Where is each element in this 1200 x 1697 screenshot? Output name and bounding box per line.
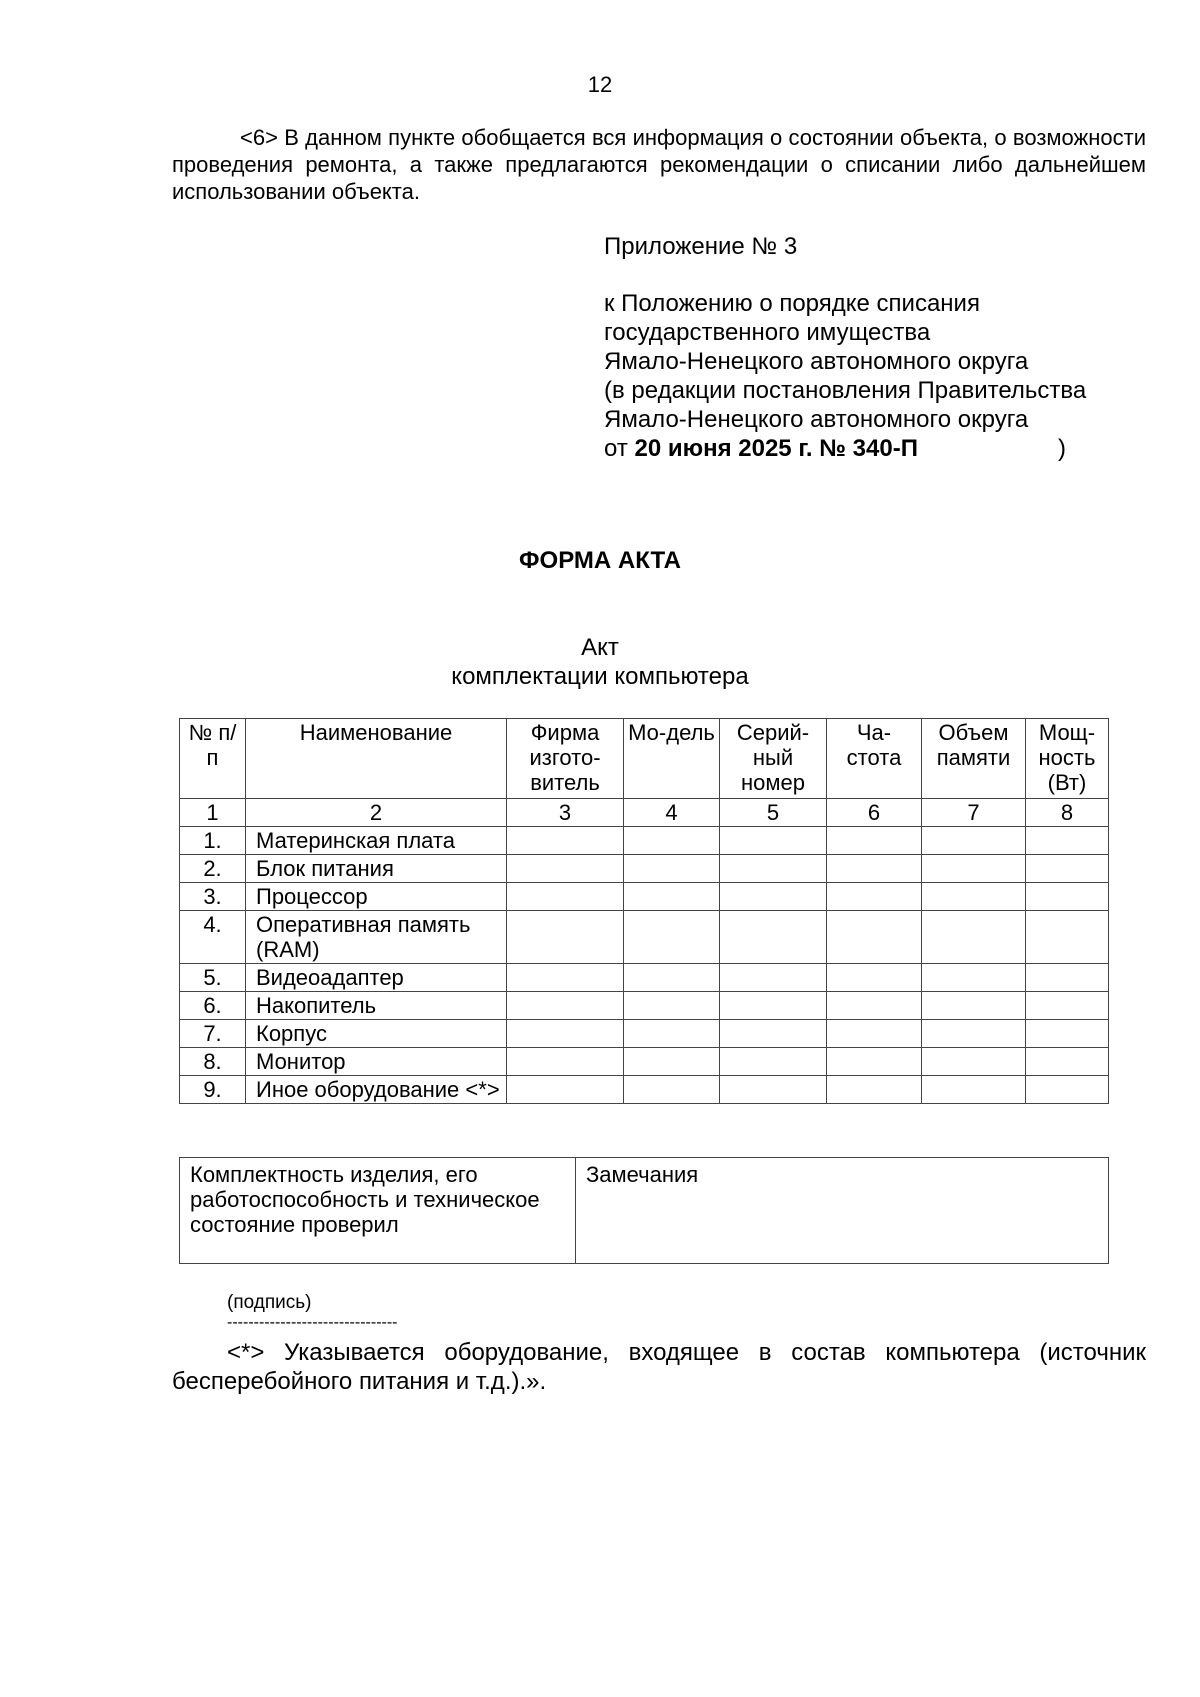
- empty-cell[interactable]: [827, 855, 922, 883]
- empty-cell[interactable]: [922, 1020, 1026, 1048]
- header-cell: Фирма изгото-витель: [507, 719, 624, 799]
- index-cell: 1: [180, 799, 246, 827]
- empty-cell[interactable]: [720, 911, 827, 964]
- empty-cell[interactable]: [827, 1048, 922, 1076]
- row-name: Оперативная память (RAM): [246, 911, 507, 964]
- empty-cell[interactable]: [922, 964, 1026, 992]
- check-row: [180, 1158, 1109, 1264]
- empty-cell[interactable]: [624, 883, 720, 911]
- empty-cell[interactable]: [1026, 1048, 1109, 1076]
- empty-cell[interactable]: [624, 855, 720, 883]
- remarks-label[interactable]: Замечания: [576, 1158, 1109, 1264]
- header-cell: Серий-ный номер: [720, 719, 827, 799]
- components-table: [179, 718, 1109, 1104]
- signature-label: (подпись): [227, 1292, 312, 1313]
- empty-cell[interactable]: [827, 827, 922, 855]
- row-name: Корпус: [246, 1020, 507, 1048]
- empty-cell[interactable]: [1026, 827, 1109, 855]
- check-label: Комплектность изделия, его работоспособность и техническое состояние проверил: [180, 1158, 576, 1264]
- empty-cell[interactable]: [624, 1020, 720, 1048]
- empty-cell[interactable]: [827, 883, 922, 911]
- index-cell: 5: [720, 799, 827, 827]
- appendix-date-prefix: от: [604, 435, 628, 462]
- row-name: Видеоадаптер: [246, 964, 507, 992]
- empty-cell[interactable]: [922, 855, 1026, 883]
- footnote-separator: --------------------------------: [227, 1314, 398, 1331]
- empty-cell[interactable]: [922, 827, 1026, 855]
- empty-cell[interactable]: [1026, 992, 1109, 1020]
- appendix-line-3: Ямало-Ненецкого автономного округа: [604, 348, 1029, 375]
- empty-cell[interactable]: [827, 1020, 922, 1048]
- header-cell: № п/п: [180, 719, 246, 799]
- header-cell: Ча-стота: [827, 719, 922, 799]
- row-name: Блок питания: [246, 855, 507, 883]
- row-number: 7.: [180, 1020, 246, 1048]
- empty-cell[interactable]: [507, 964, 624, 992]
- empty-cell[interactable]: [827, 911, 922, 964]
- appendix-title: Приложение № 3: [604, 233, 798, 260]
- appendix-line-5: Ямало-Ненецкого автономного округа: [604, 406, 1029, 433]
- index-cell: 7: [922, 799, 1026, 827]
- table-row: [180, 992, 1109, 1020]
- index-cell: 8: [1026, 799, 1109, 827]
- empty-cell[interactable]: [1026, 883, 1109, 911]
- row-number: 2.: [180, 855, 246, 883]
- appendix-line-4: (в редакции постановления Правительства: [604, 377, 1087, 404]
- empty-cell[interactable]: [624, 827, 720, 855]
- appendix-line-1: к Положению о порядке списания: [604, 290, 980, 317]
- row-number: 3.: [180, 883, 246, 911]
- table-row: [180, 911, 1109, 964]
- row-number: 1.: [180, 827, 246, 855]
- empty-cell[interactable]: [720, 883, 827, 911]
- header-cell: Объем памяти: [922, 719, 1026, 799]
- note-6-text: <6> В данном пункте обобщается вся информация о состоянии объекта, о возможности проведения ремонта, а также предлагаются рекомендации о списании либо дальнейшем использовании объекта.: [172, 125, 1146, 204]
- empty-cell[interactable]: [507, 1020, 624, 1048]
- empty-cell[interactable]: [922, 992, 1026, 1020]
- appendix-date-line: [604, 434, 1086, 463]
- empty-cell[interactable]: [827, 992, 922, 1020]
- form-title: ФОРМА АКТА: [519, 547, 681, 574]
- footnote-text: <*> Указывается оборудование, входящее в состав компьютера (источник бесперебойного питания и т.д.).».: [172, 1339, 1146, 1395]
- row-name: Иное оборудование <*>: [246, 1076, 507, 1104]
- row-name: Процессор: [246, 883, 507, 911]
- empty-cell[interactable]: [922, 1076, 1026, 1104]
- empty-cell[interactable]: [827, 964, 922, 992]
- empty-cell[interactable]: [624, 992, 720, 1020]
- empty-cell[interactable]: [922, 883, 1026, 911]
- empty-cell[interactable]: [922, 911, 1026, 964]
- act-title-line-1: Акт: [581, 634, 619, 661]
- empty-cell[interactable]: [720, 1020, 827, 1048]
- act-title-line-2: комплектации компьютера: [451, 663, 749, 690]
- index-cell: 2: [246, 799, 507, 827]
- row-name: Материнская плата: [246, 827, 507, 855]
- index-cell: 6: [827, 799, 922, 827]
- empty-cell[interactable]: [507, 992, 624, 1020]
- appendix-block: [604, 232, 1086, 463]
- table-index-row: [180, 799, 1109, 827]
- check-table: [179, 1157, 1109, 1264]
- page-number: 12: [587, 72, 613, 97]
- row-number: 4.: [180, 911, 246, 964]
- empty-cell[interactable]: [507, 1048, 624, 1076]
- appendix-date: 20 июня 2025 г. № 340-П: [634, 435, 918, 462]
- act-title: [0, 633, 1200, 691]
- empty-cell[interactable]: [507, 1076, 624, 1104]
- empty-cell[interactable]: [624, 1076, 720, 1104]
- header-cell: Мо-дель: [624, 719, 720, 799]
- empty-cell[interactable]: [720, 964, 827, 992]
- table-row: [180, 1076, 1109, 1104]
- appendix-line-2: государственного имущества: [604, 319, 931, 346]
- empty-cell[interactable]: [507, 911, 624, 964]
- table-row: [180, 827, 1109, 855]
- table-row: [180, 855, 1109, 883]
- empty-cell[interactable]: [624, 1048, 720, 1076]
- table-row: [180, 883, 1109, 911]
- header-cell: Наименование: [246, 719, 507, 799]
- empty-cell[interactable]: [507, 855, 624, 883]
- empty-cell[interactable]: [720, 1048, 827, 1076]
- row-number: 8.: [180, 1048, 246, 1076]
- empty-cell[interactable]: [922, 1048, 1026, 1076]
- index-cell: 4: [624, 799, 720, 827]
- row-number: 9.: [180, 1076, 246, 1104]
- row-number: 6.: [180, 992, 246, 1020]
- empty-cell[interactable]: [1026, 855, 1109, 883]
- empty-cell[interactable]: [624, 964, 720, 992]
- empty-cell[interactable]: [507, 883, 624, 911]
- empty-cell[interactable]: [720, 827, 827, 855]
- empty-cell[interactable]: [1026, 964, 1109, 992]
- header-cell: Мощ-ность (Вт): [1026, 719, 1109, 799]
- empty-cell[interactable]: [1026, 1020, 1109, 1048]
- empty-cell[interactable]: [507, 827, 624, 855]
- empty-cell[interactable]: [720, 1076, 827, 1104]
- empty-cell[interactable]: [624, 911, 720, 964]
- appendix-date-suffix: ): [1057, 435, 1066, 462]
- table-row: [180, 1020, 1109, 1048]
- empty-cell[interactable]: [720, 992, 827, 1020]
- row-name: Монитор: [246, 1048, 507, 1076]
- table-row: [180, 1048, 1109, 1076]
- row-number: 5.: [180, 964, 246, 992]
- table-header-row: [180, 719, 1109, 799]
- empty-cell[interactable]: [827, 1076, 922, 1104]
- empty-cell[interactable]: [1026, 1076, 1109, 1104]
- empty-cell[interactable]: [720, 855, 827, 883]
- table-row: [180, 964, 1109, 992]
- index-cell: 3: [507, 799, 624, 827]
- row-name: Накопитель: [246, 992, 507, 1020]
- empty-cell[interactable]: [1026, 911, 1109, 964]
